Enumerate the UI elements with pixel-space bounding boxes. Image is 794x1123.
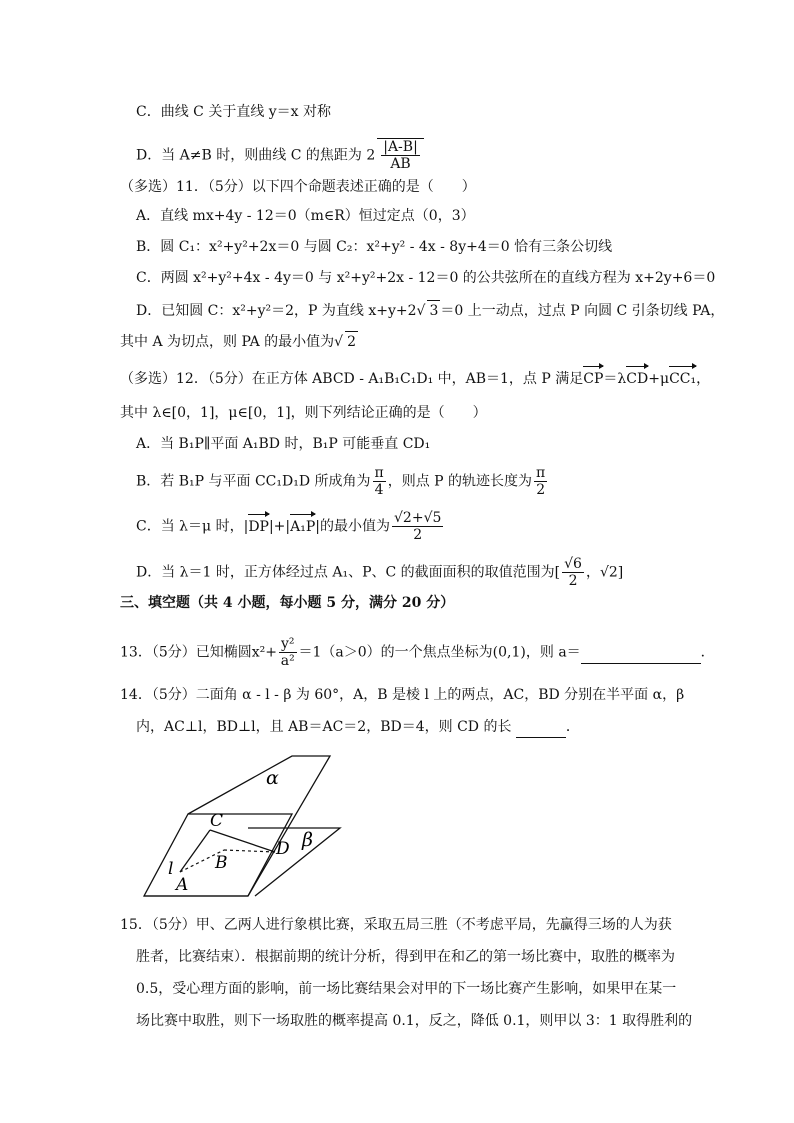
q12-plus-mu: +μ (648, 371, 670, 387)
q13-end: ． (700, 644, 715, 661)
q11-option-d-cont-text: 其中 A 为切点，则 PA 的最小值为 (120, 334, 335, 350)
q13-x2: x²+ (251, 644, 277, 661)
q13 (120, 636, 715, 669)
label-d: D (276, 839, 290, 859)
q14-end: ． (565, 719, 580, 735)
q10-option-d-text: D．当 A≠B 时，则曲线 C 的焦距为 2 (136, 147, 376, 164)
label-alpha: α (266, 767, 279, 789)
vector-a1p: A₁P (290, 513, 315, 537)
q11-option-d-pre: D．已知圆 C：x²+y²＝2，P 为直线 x+y+2 (136, 303, 417, 319)
segment-bd (224, 850, 275, 852)
q14-line-2 (136, 717, 580, 738)
q12-option-d-pre: D．当 λ＝1 时，正方体经过点 A₁、P、C 的截面面积的取值范围为[ (136, 564, 561, 581)
vector-cp: CP (583, 365, 603, 389)
segment-cd (210, 830, 275, 852)
fraction-pi-4-den: 4 (374, 482, 384, 498)
q14-line-2-text: 内，AC⊥l，BD⊥l，且 AB＝AC＝2，BD＝4，则 CD 的长 (136, 719, 512, 735)
q12-option-b-mid: ，则点 P 的轨迹长度为 (387, 473, 533, 490)
q13-post: ＝1（a＞0）的一个焦点坐标为(0,1)，则 a＝ (298, 644, 581, 661)
fraction-min-value-den: 2 (413, 527, 423, 543)
q12-tail: ， (696, 371, 711, 387)
q12-option-d (136, 556, 623, 589)
q12-option-c-post: |的最小值为 (315, 518, 391, 535)
q11-option-d-cont-radicand: 2 (345, 331, 358, 352)
q13-fraction (279, 636, 297, 669)
q13-fraction-num: y² (280, 636, 295, 652)
fraction-pi-2 (534, 465, 547, 498)
q12-option-b (136, 465, 549, 498)
fraction-min-value-num: √2+√5 (394, 510, 442, 526)
fraction-pi-4-num: π (374, 465, 384, 481)
fraction-pi-2-num: π (536, 465, 546, 481)
q12-option-c-mid: |+| (268, 518, 291, 535)
q10-frac-den: AB (390, 156, 411, 172)
section-title: 三、填空题（共 4 小题，每小题 5 分，满分 20 分） (120, 595, 455, 611)
q15-line-4: 场比赛中取胜，则下一场取胜的概率提高 0.1，反之，降低 0.1，则甲以 3：1 取得胜利的 (136, 1013, 693, 1029)
q15-line-1: 15．（5分）甲、乙两人进行象棋比赛，采取五局三胜（不考虑平局，先赢得三场的人为获 (120, 917, 672, 933)
label-b: B (215, 853, 228, 873)
q12-option-b-pre: B．若 B₁P 与平面 CC₁D₁D 所成角为 (136, 473, 371, 490)
fraction-min-value (392, 510, 443, 543)
q12-option-d-post: ，√2] (585, 564, 624, 581)
fraction-sqrt6-2-num: √6 (564, 556, 582, 572)
fraction-sqrt6-2 (562, 556, 584, 589)
q11-option-d-radicand: 3 (427, 300, 440, 321)
q12-stem-text: （多选）12．（5分）在正方体 ABCD - A₁B₁C₁D₁ 中，AB＝1，点 P 满足 (120, 371, 584, 387)
q11-stem: （多选）11．（5分）以下四个命题表述正确的是（ ） (120, 179, 476, 195)
q12-option-c (136, 510, 445, 543)
q12-option-c-pre: C．当 λ＝μ 时，| (136, 518, 249, 535)
dihedral-angle-figure (130, 750, 490, 900)
vector-dp: DP (248, 513, 269, 537)
q11-option-c: C．两圆 x²+y²+4x - 4y＝0 与 x²+y²+2x - 12＝0 的公共弦所在的直线方程为 x+2y+6＝0 (136, 270, 716, 286)
q12-option-a: A．当 B₁P∥平面 A₁BD 时，B₁P 可能垂直 CD₁ (136, 436, 431, 452)
fraction-pi-2-den: 2 (536, 482, 546, 498)
q10-frac-num: |A-B| (383, 139, 418, 155)
q11-option-a: A．直线 mx+4y - 12＝0（m∈R）恒过定点（0，3） (136, 208, 475, 224)
vector-cd: CD (626, 365, 648, 389)
q12-stem (120, 365, 710, 389)
q11-option-b: B．圆 C₁：x²+y²+2x＝0 与圆 C₂：x²+y² - 4x - 8y+4＝0 恰有三条公切线 (136, 239, 613, 255)
answer-blank-14[interactable] (516, 717, 566, 738)
segment-ac (180, 830, 210, 872)
plane-beta (248, 828, 340, 896)
q10-radical (377, 138, 424, 172)
q10-option-c: C．曲线 C 关于直线 y＝x 对称 (136, 104, 332, 120)
vector-cc1: CC₁ (669, 365, 696, 389)
label-c: C (210, 811, 224, 831)
q13-fraction-den: a² (280, 653, 295, 669)
answer-blank-13[interactable] (581, 643, 701, 664)
q15-line-3: 0.5，受心理方面的影响，前一场比赛结果会对甲的下一场比赛产生影响，如果甲在某一 (136, 981, 677, 997)
q10-option-d (136, 138, 424, 172)
q11-option-d-cont: 其中 A 为切点，则 PA 的最小值为√ 2 (120, 331, 358, 352)
q12-eq: ＝λ (603, 371, 627, 387)
q13-pre: 13．（5分）已知椭圆 (120, 644, 252, 661)
q11-option-d: D．已知圆 C：x²+y²＝2，P 为直线 x+y+2√ 3 ＝0 上一动点，过点 P 向圆 C 引条切线 PA， (136, 300, 724, 321)
label-a: A (176, 875, 189, 895)
fraction-sqrt6-2-den: 2 (568, 573, 578, 589)
q11-option-d-post: ＝0 上一动点，过点 P 向圆 C 引条切线 PA， (440, 303, 725, 319)
label-l: l (168, 859, 174, 879)
q14-line-1: 14．（5分）二面角 α - l - β 为 60°，A，B 是棱 l 上的两点，AC，BD 分别在半平面 α，β (120, 687, 685, 703)
label-beta: β (302, 829, 313, 851)
q15-line-2: 胜者，比赛结束）．根据前期的统计分析，得到甲在和乙的第一场比赛中，取胜的概率为 (136, 949, 675, 965)
fraction-pi-4 (373, 465, 386, 498)
q12-condition: 其中 λ∈[0，1]，μ∈[0，1]，则下列结论正确的是（ ） (120, 405, 487, 421)
